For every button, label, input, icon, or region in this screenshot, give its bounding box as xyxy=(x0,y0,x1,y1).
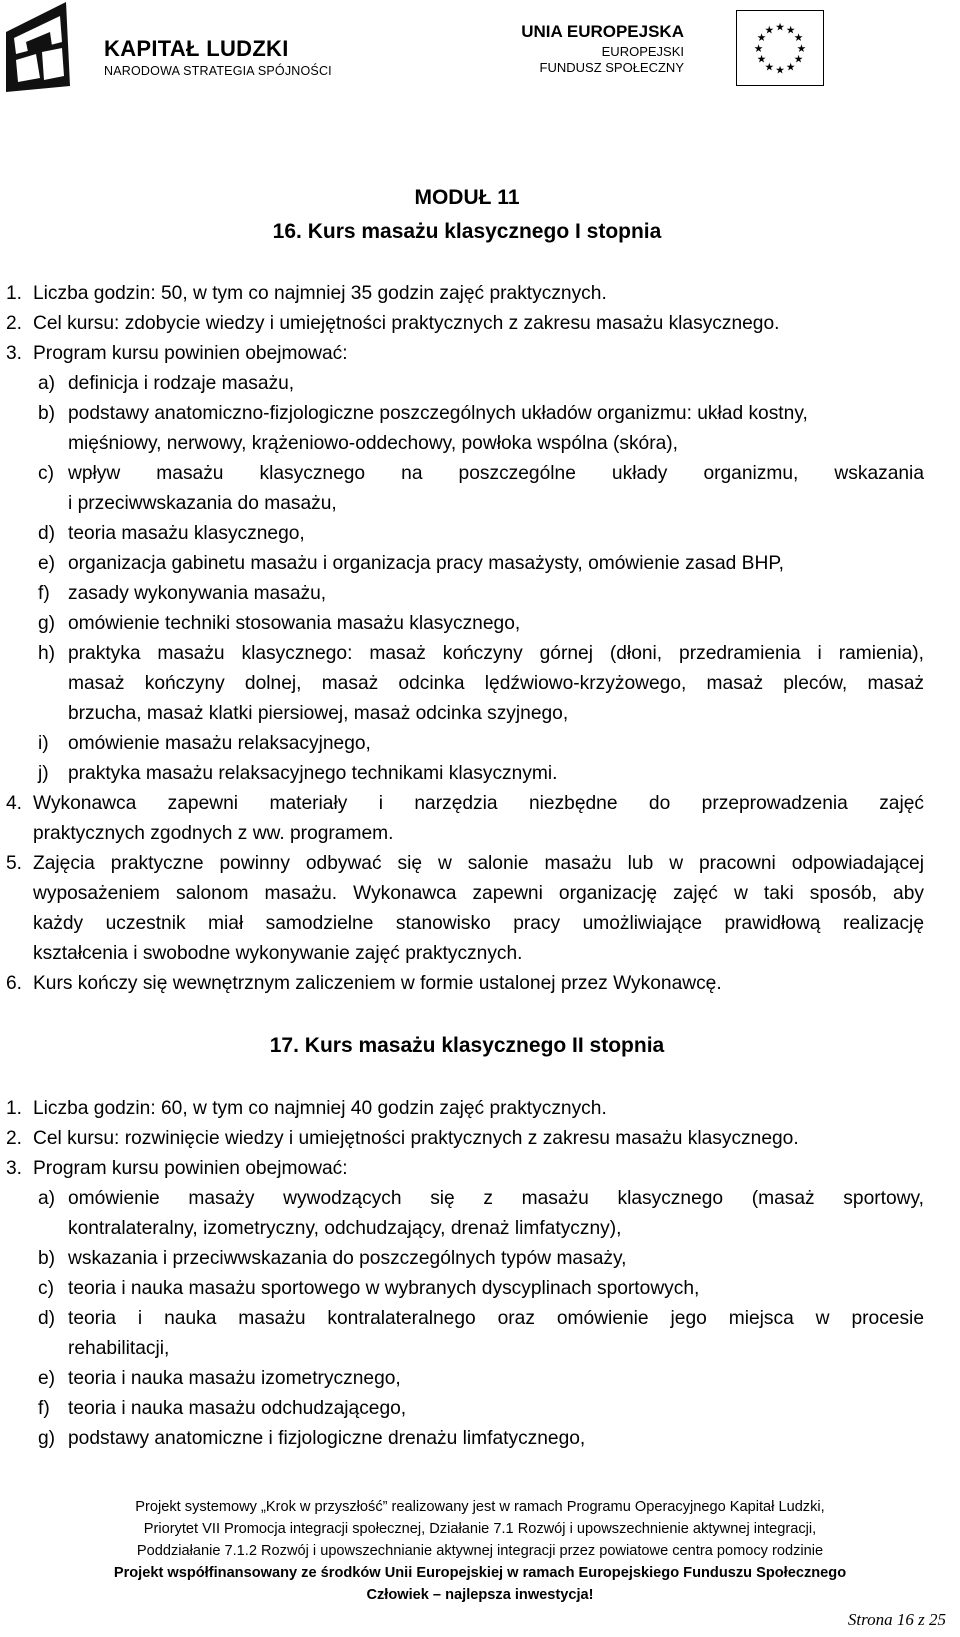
course16-title: 16. Kurs masażu klasycznego I stopnia xyxy=(272,220,662,243)
course16-program-h-line3: brzucha, masaż klatki piersiowej, masaż odcinka szyjnego, xyxy=(68,703,569,724)
eu-logo-line2: EUROPEJSKI xyxy=(601,44,684,59)
svg-text:★: ★ xyxy=(793,52,804,66)
svg-text:★: ★ xyxy=(785,23,796,37)
course17-program-d-line2: rehabilitacji, xyxy=(68,1338,170,1359)
eu-logo-line3: FUNDUSZ SPOŁECZNY xyxy=(539,60,684,75)
eu-logo-text xyxy=(521,22,684,75)
course16-program-c-line1: wpływ masażu klasycznego na poszczególne układy organizmu, wskazania xyxy=(68,463,924,484)
course17-program-a-line1: omówienie masaży wywodzących się z masażu klasycznego (masaż sportowy, xyxy=(68,1188,924,1209)
course16-item-5-line4: kształcenia i swobodne wykonywanie zajęć praktycznych. xyxy=(33,943,523,964)
course16-item-5-line2: wyposażeniem salonom masażu. Wykonawca zapewni organizację zajęć w taki sposób, aby xyxy=(33,883,924,904)
course17-title: 17. Kurs masażu klasycznego II stopnia xyxy=(269,1034,665,1057)
eu-flag-icon xyxy=(736,10,824,86)
course16-program-a: a) definicja i rodzaje masażu, xyxy=(38,373,295,394)
svg-text:★: ★ xyxy=(764,60,775,74)
course16-item-4-line2: praktycznych zgodnych z ww. programem. xyxy=(33,823,394,844)
page-number: Strona 16 z 25 xyxy=(847,1610,946,1629)
kapital-ludzki-title: KAPITAŁ LUDZKI xyxy=(104,36,289,61)
footer-line2: Priorytet VII Promocja integracji społecznej, Działanie 7.1 Rozwój i upowszechnienie aktywnej integracji, xyxy=(143,1521,817,1537)
course17-program-c: c) teoria i nauka masażu sportowego w wybranych dyscyplinach sportowych, xyxy=(38,1278,700,1299)
kapital-ludzki-emblem-icon xyxy=(6,2,74,92)
course16-program-f: f) zasady wykonywania masażu, xyxy=(38,583,327,604)
course17-program-d-line1: teoria i nauka masażu kontralateralnego oraz omówienie jego miejsca w procesie xyxy=(68,1308,924,1329)
course16-program-b-cont: mięśniowy, nerwowy, krążeniowo-oddechowy, powłoka wspólna (skóra), xyxy=(68,433,678,454)
course16-program-c-cont: i przeciwwskazania do masażu, xyxy=(68,493,337,514)
course16-program-e: e) organizacja gabinetu masażu i organizacja pracy masażysty, omówienie zasad BHP, xyxy=(38,553,784,574)
course17-program-g: g) podstawy anatomiczne i fizjologiczne drenażu limfatycznego, xyxy=(38,1428,586,1449)
course16-program-h: h) xyxy=(38,643,56,664)
course17-program-f: f) teoria i nauka masażu odchudzającego, xyxy=(38,1398,407,1419)
footer-line1: Projekt systemowy „Krok w przyszłość” realizowany jest w ramach Programu Operacyjnego Kapitał Ludzki, xyxy=(135,1499,825,1515)
course16-program-j: j) praktyka masażu relaksacyjnego technikami klasycznymi. xyxy=(38,763,558,784)
course16-item-5-line1: Zajęcia praktyczne powinny odbywać się w salonie masażu lub w pracowni odpowiadającej xyxy=(33,853,924,874)
footer-line4: Projekt współfinansowany ze środków Unii Europejskiej w ramach Europejskiego Funduszu Społecznego xyxy=(113,1565,847,1581)
course16-program-g: g) omówienie techniki stosowania masażu klasycznego, xyxy=(38,613,521,634)
footer-line5: Człowiek – najlepsza inwestycja! xyxy=(366,1587,594,1603)
svg-text:★: ★ xyxy=(785,60,796,74)
eu-logo-line1: UNIA EUROPEJSKA xyxy=(521,22,684,41)
course16-program-h-line1: praktyka masażu klasycznego: masaż kończyny górnej (dłoni, przedramienia i ramienia), xyxy=(68,643,924,664)
course16-item-5-line3: każdy uczestnik miał samodzielne stanowisko pracy umożliwiające prawidłową realizację xyxy=(33,913,924,934)
eu-logo xyxy=(521,8,952,88)
course16-program-i: i) omówienie masażu relaksacyjnego, xyxy=(38,733,371,754)
module-title: MODUŁ 11 xyxy=(414,186,520,209)
course17-program-a: a) xyxy=(38,1188,56,1209)
kapital-ludzki-subtitle: NARODOWA STRATEGIA SPÓJNOŚCI xyxy=(104,64,332,78)
footer xyxy=(0,1496,960,1606)
course16-program-d: d) teoria masażu klasycznego, xyxy=(38,523,305,544)
course16-program-h-line2: masaż kończyny dolnej, masaż odcinka lędźwiowo-krzyżowego, masaż pleców, masaż xyxy=(68,673,924,694)
course16-program-c: c) xyxy=(38,463,54,484)
kapital-ludzki-logo xyxy=(6,2,336,94)
svg-text:★: ★ xyxy=(793,31,804,45)
svg-text:★: ★ xyxy=(756,31,767,45)
svg-text:★: ★ xyxy=(756,52,767,66)
course17-program-a-line2: kontralateralny, izometryczny, odchudzający, drenaż limfatyczny), xyxy=(68,1218,622,1239)
svg-text:★: ★ xyxy=(775,63,785,77)
course17-program-b: b) wskazania i przeciwwskazania do poszczególnych typów masaży, xyxy=(38,1248,627,1269)
course17-program-d: d) xyxy=(38,1308,56,1329)
footer-line3: Poddziałanie 7.1.2 Rozwój i upowszechnianie aktywnej integracji przez powiatowe centra pomocy rodzinie xyxy=(136,1543,824,1559)
course16-item-4-line1: Wykonawca zapewni materiały i narzędzia niezbędne do przeprowadzenia zajęć xyxy=(33,793,924,814)
course16-program-b: b) podstawy anatomiczno-fizjologiczne poszczególnych układów organizmu: układ kostny, xyxy=(38,403,808,424)
svg-text:★: ★ xyxy=(796,41,807,55)
course17-program-e: e) teoria i nauka masażu izometrycznego, xyxy=(38,1368,401,1389)
svg-text:★: ★ xyxy=(764,23,775,37)
svg-text:★: ★ xyxy=(753,41,764,55)
document-page: KAPITAŁ LUDZKI NARODOWA STRATEGIA SPÓJNOŚCI UNIA EUROPEJSKA EUROPEJSKI FUNDUSZ SPOŁECZNY ★ ★ ★ ★ ★ ★ ★ ★ ★ ★ ★ ★ MODUŁ 11 16. Kurs masażu klasycznego I stopnia 1. Liczba godzin: 50, w tym co najmniej 35 godzin zajęć praktycznych. 2. Cel kursu: zdobycie wiedzy i umiejętności praktycznych z zakresu masażu klasycznego. 3. Program kursu powinien obejmować: a) definicja i rodzaje masażu, b) podstawy anatomiczno-fizjologiczne poszczególnych układów organizmu: układ kostny, mięśniowy, nerwowy, krążeniowo-oddechowy, powłoka wspólna (skóra), c) wpływ masażu klasycznego na poszczególne układy organizmu, wskazania i przeciwwskazania do masażu, d) teoria masażu klasycznego, e) organizacja gabinetu masażu i organizacja pracy masażysty, omówienie zasad BHP, f) zasady wykonywania masażu, g) omówienie techniki stosowania masażu klasycznego, h) praktyka masażu klasycznego: masaż kończyny górnej (dłoni, przedramienia i ramienia), masaż kończyny dolnej, masaż odcinka lędźwiowo-krzyżowego, masaż pleców, masaż brzucha, masaż klatki piersiowej, masaż odcinka szyjnego, i) omówienie masażu relaksacyjnego, j) praktyka masażu relaksacyjnego technikami klasycznymi. 4. Wykonawca zapewni materiały i narzędzia niezbędne do przeprowadzenia zajęć praktycznych zgodnych z ww. programem. 5. Zajęcia praktyczne powinny odbywać się w salonie masażu lub w pracowni odpowiadającej wyposażeniem salonom masażu. Wykonawca zapewni organizację zajęć w taki sposób, aby każdy uczestnik miał samodzielne stanowisko pracy umożliwiające prawidłową realizację kształcenia i swobodne wykonywanie zajęć praktycznych. 6. Kurs kończy się wewnętrznym zaliczeniem w formie ustalonej przez Wykonawcę. 17. Kurs masażu klasycznego II stopnia 1. Liczba godzin: 60, w tym co najmniej 40 godzin zajęć praktycznych. 2. Cel kursu: rozwinięcie wiedzy i umiejętności praktycznych z zakresu masażu klasycznego. 3. Program kursu powinien obejmować: a) omówienie masaży wywodzących się z masażu klasycznego (masaż sportowy, kontralateralny, izometryczny, odchudzający, drenaż limfatyczny), b) wskazania i przeciwwskazania do poszczególnych typów masaży, c) teoria i nauka masażu sportowego w wybranych dyscyplinach sportowych, d) teoria i nauka masażu kontralateralnego oraz omówienie jego miejsca w procesie rehabilitacji, e) teoria i nauka masażu izometrycznego, f) teoria i nauka masażu odchudzającego, g) podstawy anatomiczne i fizjologiczne drenażu limfatycznego, Projekt systemowy „Krok w przyszłość” realizowany jest w ramach Programu Operacyjnego Kapitał Ludzki, Priorytet VII Promocja integracji społecznej, Działanie 7.1 Rozwój i upowszechnienie aktywnej integracji, Poddziałanie 7.1.2 Rozwój i upowszechnianie aktywnej integracji przez powiatowe centra pomocy rodzinie Projekt współfinansowany ze środków Unii Europejskiej w ramach Europejskiego Funduszu Społecznego Człowiek – najlepsza inwestycja! Strona 16 z 25 xyxy=(0,0,960,1637)
svg-text:★: ★ xyxy=(775,20,785,34)
